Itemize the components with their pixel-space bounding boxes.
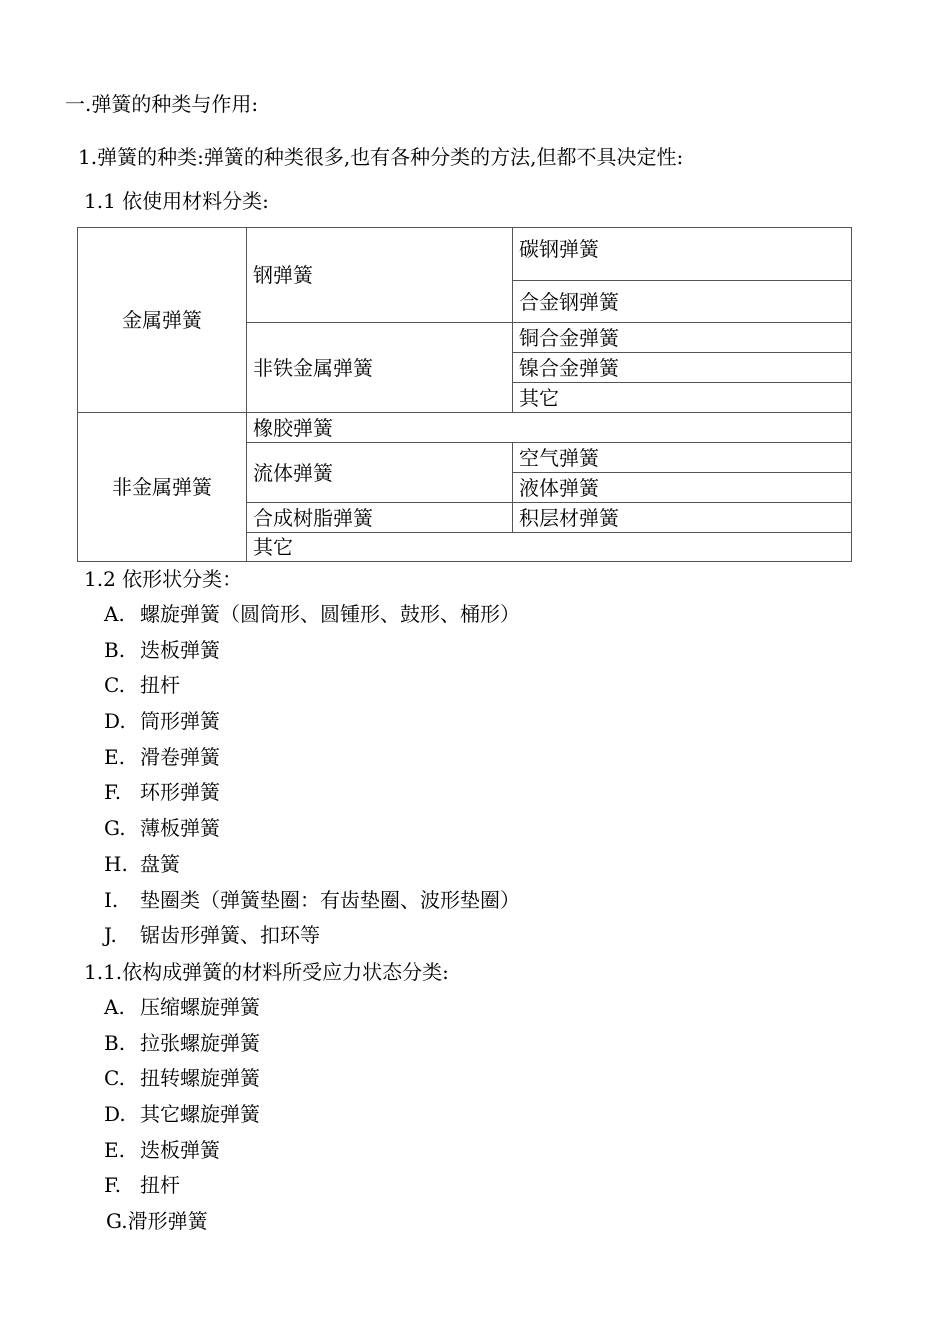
cell-resin: 合成树脂弹簧 bbox=[247, 503, 513, 533]
cell-liquid: 液体弹簧 bbox=[513, 473, 852, 503]
stress-extra-item: G.滑形弹簧 bbox=[106, 1209, 208, 1233]
list-item bbox=[104, 780, 520, 816]
item-text: 盘簧 bbox=[140, 851, 180, 876]
list-item bbox=[104, 923, 520, 959]
item-text: 螺旋弹簧（圆筒形、圆锺形、鼓形、桶形） bbox=[140, 602, 520, 626]
stress-list bbox=[104, 995, 260, 1209]
list-item bbox=[104, 1173, 260, 1209]
section-title: 一.弹簧的种类与作用: bbox=[65, 92, 259, 116]
cell-metal: 金属弹簧 bbox=[78, 228, 247, 413]
list-item bbox=[104, 638, 520, 674]
item-label: E. bbox=[104, 1137, 125, 1162]
list-item bbox=[104, 1066, 260, 1102]
cell-fluid: 流体弹簧 bbox=[247, 443, 513, 503]
item-text: 迭板弹簧 bbox=[140, 637, 220, 662]
item-label: H. bbox=[104, 851, 128, 876]
item-label: I. bbox=[104, 887, 119, 912]
item-text: 扭杆 bbox=[140, 673, 180, 698]
item-text: 拉张螺旋弹簧 bbox=[140, 1030, 260, 1055]
cell-air: 空气弹簧 bbox=[513, 443, 852, 473]
item-label: C. bbox=[104, 673, 125, 698]
item-label: F. bbox=[104, 1173, 122, 1198]
item-text: 扭转螺旋弹簧 bbox=[140, 1066, 260, 1091]
item-label: G. bbox=[104, 816, 126, 841]
list-item bbox=[104, 1031, 260, 1067]
shape-heading: 1.2 依形状分类： bbox=[84, 567, 243, 591]
cell-nonferrous: 非铁金属弹簧 bbox=[247, 323, 513, 413]
list-item bbox=[104, 1102, 260, 1138]
item-text: 筒形弹簧 bbox=[140, 709, 220, 734]
item-label: B. bbox=[104, 637, 126, 662]
cell-carbon-steel: 碳钢弹簧 bbox=[513, 228, 852, 281]
item-label: J. bbox=[104, 923, 117, 948]
shape-list bbox=[104, 602, 520, 959]
item-label: E. bbox=[104, 744, 125, 769]
stress-heading: 1.1.依构成弹簧的材料所受应力状态分类: bbox=[84, 960, 449, 984]
item-text: 扭杆 bbox=[140, 1173, 180, 1198]
cell-rubber: 橡胶弹簧 bbox=[247, 413, 852, 443]
list-item bbox=[104, 709, 520, 745]
item-text: 锯齿形弹簧、扣环等 bbox=[140, 923, 320, 948]
list-item bbox=[104, 888, 520, 924]
item-text: 环形弹簧 bbox=[140, 780, 220, 805]
item-text: 滑卷弹簧 bbox=[140, 744, 220, 769]
list-item bbox=[104, 602, 520, 638]
item-text: 压缩螺旋弹簧 bbox=[140, 995, 260, 1019]
cell-copper-alloy: 铜合金弹簧 bbox=[513, 323, 852, 353]
item-label: D. bbox=[104, 709, 126, 734]
item-text: 薄板弹簧 bbox=[140, 816, 220, 841]
item-text: 其它螺旋弹簧 bbox=[140, 1102, 260, 1127]
list-item bbox=[104, 816, 520, 852]
cell-laminate: 积层材弹簧 bbox=[513, 503, 852, 533]
cell-nickel-alloy: 镍合金弹簧 bbox=[513, 353, 852, 383]
list-item bbox=[104, 852, 520, 888]
cell-metal-other: 其它 bbox=[513, 383, 852, 413]
material-classification-table bbox=[77, 227, 852, 562]
item-text: 垫圈类（弹簧垫圈：有齿垫圈、波形垫圈） bbox=[140, 887, 520, 912]
list-item bbox=[104, 1138, 260, 1174]
material-heading: 1.1 依使用材料分类: bbox=[84, 189, 269, 213]
item-label: A. bbox=[104, 995, 125, 1019]
list-item bbox=[104, 745, 520, 781]
item-label: B. bbox=[104, 1030, 126, 1055]
cell-steel: 钢弹簧 bbox=[247, 228, 513, 323]
cell-alloy-steel: 合金钢弹簧 bbox=[513, 281, 852, 323]
intro-paragraph: 1.弹簧的种类:弹簧的种类很多,也有各种分类的方法,但都不具决定性: bbox=[78, 145, 684, 169]
item-label: F. bbox=[104, 780, 122, 805]
cell-nonmetal-other: 其它 bbox=[247, 533, 852, 562]
item-text: 迭板弹簧 bbox=[140, 1137, 220, 1162]
cell-nonmetal: 非金属弹簧 bbox=[78, 413, 247, 562]
item-label: D. bbox=[104, 1102, 126, 1127]
list-item bbox=[104, 995, 260, 1031]
item-label: C. bbox=[104, 1066, 125, 1091]
list-item bbox=[104, 673, 520, 709]
item-label: A. bbox=[104, 602, 125, 626]
